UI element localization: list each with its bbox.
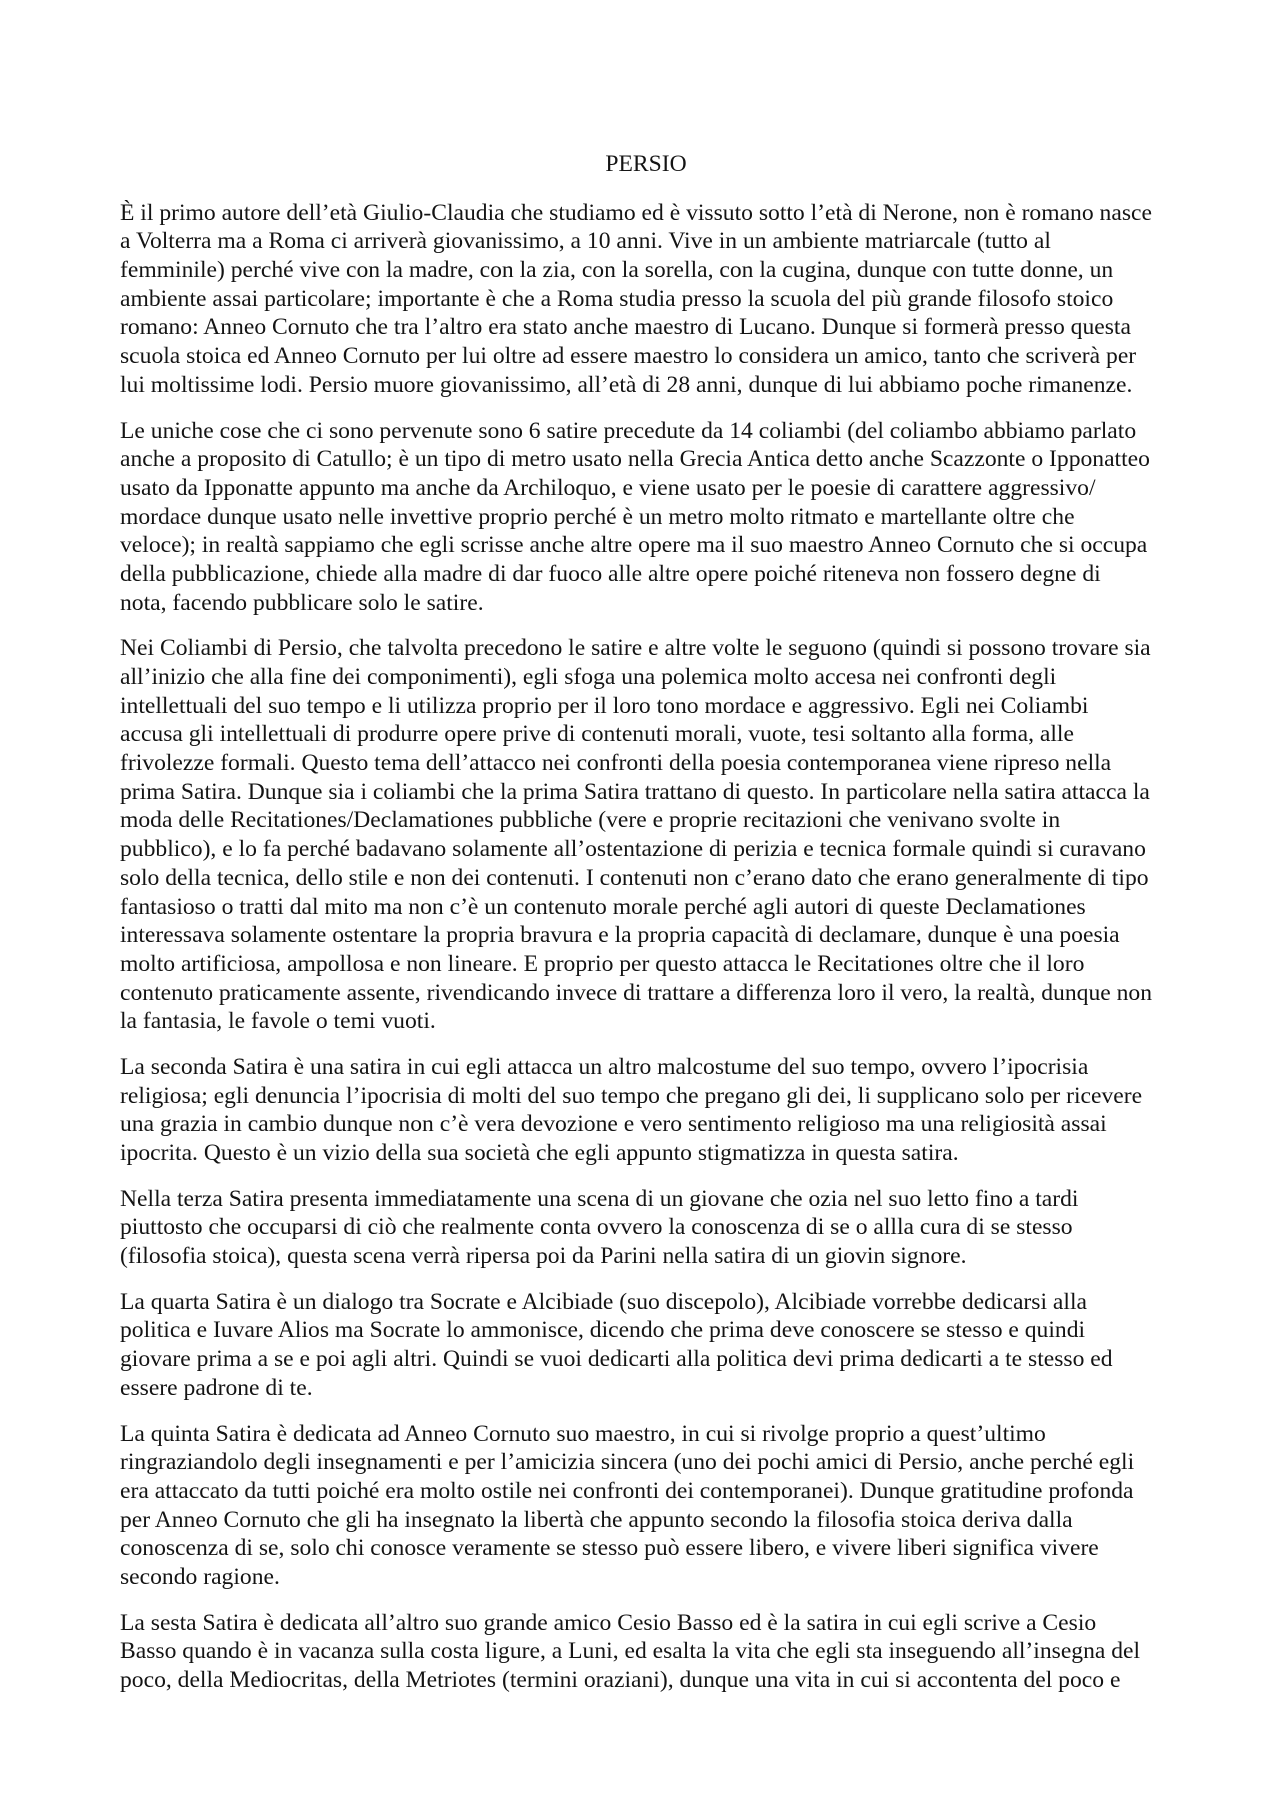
paragraph-sixth-satire [120,1609,1160,1695]
text-line: politica e Iuvare Alios ma Socrate lo ammonisce, dicendo che prima deve conoscere se stesso e quindi [120,1317,1086,1344]
text-line: La quinta Satira è dedicata ad Anneo Cornuto suo maestro, in cui si rivolge proprio a quest’ultimo [120,1420,1046,1447]
text-line: era attaccato da tutti poiché era molto ostile nei confronti dei contemporanei). Dunque gratitudine profonda [120,1477,1134,1504]
text-line: ringraziandolo degli insegnamenti e per l’amicizia sincera (uno dei pochi amici di Persio, anche perché egli [120,1449,1135,1476]
paragraph-third-satire [120,1185,1160,1271]
text-line: (filosofia stoica), questa scena verrà ripersa poi da Parini nella satira di un giovin signore. [120,1243,967,1270]
paragraph-fourth-satire [120,1288,1160,1403]
text-line: molto artificiosa, ampollosa e non lineare. E proprio per questo attacca le Recitationes oltre che il loro [120,950,1085,977]
text-line: a Volterra ma a Roma ci arriverà giovanissimo, a 10 anni. Vive in un ambiente matriarcale (tutto al [120,228,1051,255]
text-line: conoscenza di se, solo chi conosce veramente se stesso può essere libero, e vivere liberi significa vivere [120,1535,1099,1562]
text-line: intellettuali del suo tempo e li utilizza proprio per il loro tono mordace e aggressivo. Egli nei Coliambi [120,692,1089,719]
paragraph-second-satire [120,1053,1160,1168]
text-line: La seconda Satira è una satira in cui egli attacca un altro malcostume del suo tempo, ovvero l’ipocrisia [120,1053,1089,1080]
text-line: Basso quando è in vacanza sulla costa ligure, a Luni, ed esalta la vita che egli sta inseguendo all’insegna del [120,1638,1141,1665]
paragraph-coliambi [120,634,1160,1036]
text-line: giovare prima a se e poi agli altri. Quindi se vuoi dedicarti alla politica devi prima dedicarti a te stesso ed [120,1346,1113,1373]
text-line: ambiente assai particolare; importante è che a Roma studia presso la scuola del più grande filosofo stoico [120,285,1114,312]
text-line: fantasioso o tratti dal mito ma non c’è un contenuto morale perché agli autori di queste Declamationes [120,893,1086,920]
text-line: femminile) perché vive con la madre, con la zia, con la sorella, con la cugina, dunque con tutte donne, un [120,257,1114,284]
text-line: prima Satira. Dunque sia i coliambi che la prima Satira trattano di questo. In particolare nella satira attacca la [120,778,1150,805]
text-line: romano: Anneo Cornuto che tra l’altro era stato anche maestro di Lucano. Dunque si formerà presso questa [120,314,1131,341]
text-line: mordace dunque usato nelle invettive proprio perché è un metro molto ritmato e martellante oltre che [120,503,1075,530]
text-line: Nei Coliambi di Persio, che talvolta precedono le satire e altre volte le seguono (quindi si possono trovare sia [120,635,1151,662]
text-line: usato da Ipponatte appunto ma anche da Archiloquo, e viene usato per le poesie di carattere aggressivo/ [120,474,1096,501]
text-line: accusa gli intellettuali di produrre opere prive di contenuti morali, vuote, tesi soltanto alla forma, alle [120,721,1074,748]
text-line: la fantasia, le favole o temi vuoti. [120,1008,436,1035]
text-line: scuola stoica ed Anneo Cornuto per lui oltre ad essere maestro lo considera un amico, tanto che scriverà per [120,343,1137,370]
text-line: veloce); in realtà sappiamo che egli scrisse anche altre opere ma il suo maestro Anneo Cornuto che si occupa [120,532,1148,559]
text-line: moda delle Recitationes/Declamationes pubbliche (vere e proprie recitazioni che venivano svolte in [120,807,1061,834]
text-line: La sesta Satira è dedicata all’altro suo grande amico Cesio Basso ed è la satira in cui egli scrive a Cesio [120,1609,1097,1636]
text-line: Nella terza Satira presenta immediatamente una scena di un giovane che ozia nel suo letto fino a tardi [120,1185,1079,1212]
text-line: per Anneo Cornuto che gli ha insegnato la libertà che appunto secondo la filosofia stoica deriva dalla [120,1506,1073,1533]
text-line: nota, facendo pubblicare solo le satire. [120,589,484,616]
text-line: piuttosto che occuparsi di ciò che realmente conta ovvero la conoscenza di se o allla cura di se stesso [120,1214,1073,1241]
text-line: pubblico), e lo fa perché badavano solamente all’ostentazione di perizia e tecnica formale quindi si curavano [120,836,1146,863]
text-line: La quarta Satira è un dialogo tra Socrate e Alcibiade (suo discepolo), Alcibiade vorrebbe dedicarsi alla [120,1288,1087,1315]
text-line: solo della tecnica, dello stile e non dei contenuti. I contenuti non c’erano dato che erano generalmente di tipo [120,864,1149,891]
paragraph-fifth-satire [120,1420,1160,1592]
text-line: all’inizio che alla fine dei componimenti), egli sfoga una polemica molto accesa nei confronti degli [120,664,1057,690]
text-line: essere padrone di te. [120,1374,313,1401]
text-line: secondo ragione. [120,1563,280,1590]
paragraph-intro [120,199,1160,400]
text-line: ipocrita. Questo è un vizio della sua società che egli appunto stigmatizza in questa satira. [120,1140,959,1166]
text-line: della pubblicazione, chiede alla madre di dar fuoco alle altre opere poiché riteneva non fossero degne di [120,560,1101,587]
text-line: frivolezze formali. Questo tema dell’attacco nei confronti della poesia contemporanea viene ripreso nella [120,750,1112,777]
document-title: PERSIO [605,151,687,177]
text-line: Le uniche cose che ci sono pervenute sono 6 satire precedute da 14 coliambi (del coliambo abbiamo parlato [120,417,1137,444]
text-line: È il primo autore dell’età Giulio-Claudia che studiamo ed è vissuto sotto l’età di Nerone, non è romano nasce [120,199,1152,226]
text-line: poco, della Mediocritas, della Metriotes (termini oraziani), dunque una vita in cui si accontenta del poco e [120,1667,1121,1693]
paragraph-works [120,417,1160,618]
text-line: contenuto praticamente assente, rivendicando invece di trattare a differenza loro il vero, la realtà, dunque non [120,979,1152,1006]
text-line: lui moltissime lodi. Persio muore giovanissimo, all’età di 28 anni, dunque di lui abbiamo poche rimanenze. [120,371,1133,398]
text-line: interessava solamente ostentare la propria bravura e la propria capacità di declamare, dunque è una poesia [120,922,1120,949]
text-line: anche a proposito di Catullo; è un tipo di metro usato nella Grecia Antica detto anche Scazzonte o Ipponatteo [120,446,1150,473]
text-line: religiosa; egli denuncia l’ipocrisia di molti del suo tempo che pregano gli dei, li supplicano solo per ricevere [120,1082,1143,1109]
text-line: una grazia in cambio dunque non c’è vera devozione e vero sentimento religioso ma una religiosità assai [120,1111,1107,1138]
